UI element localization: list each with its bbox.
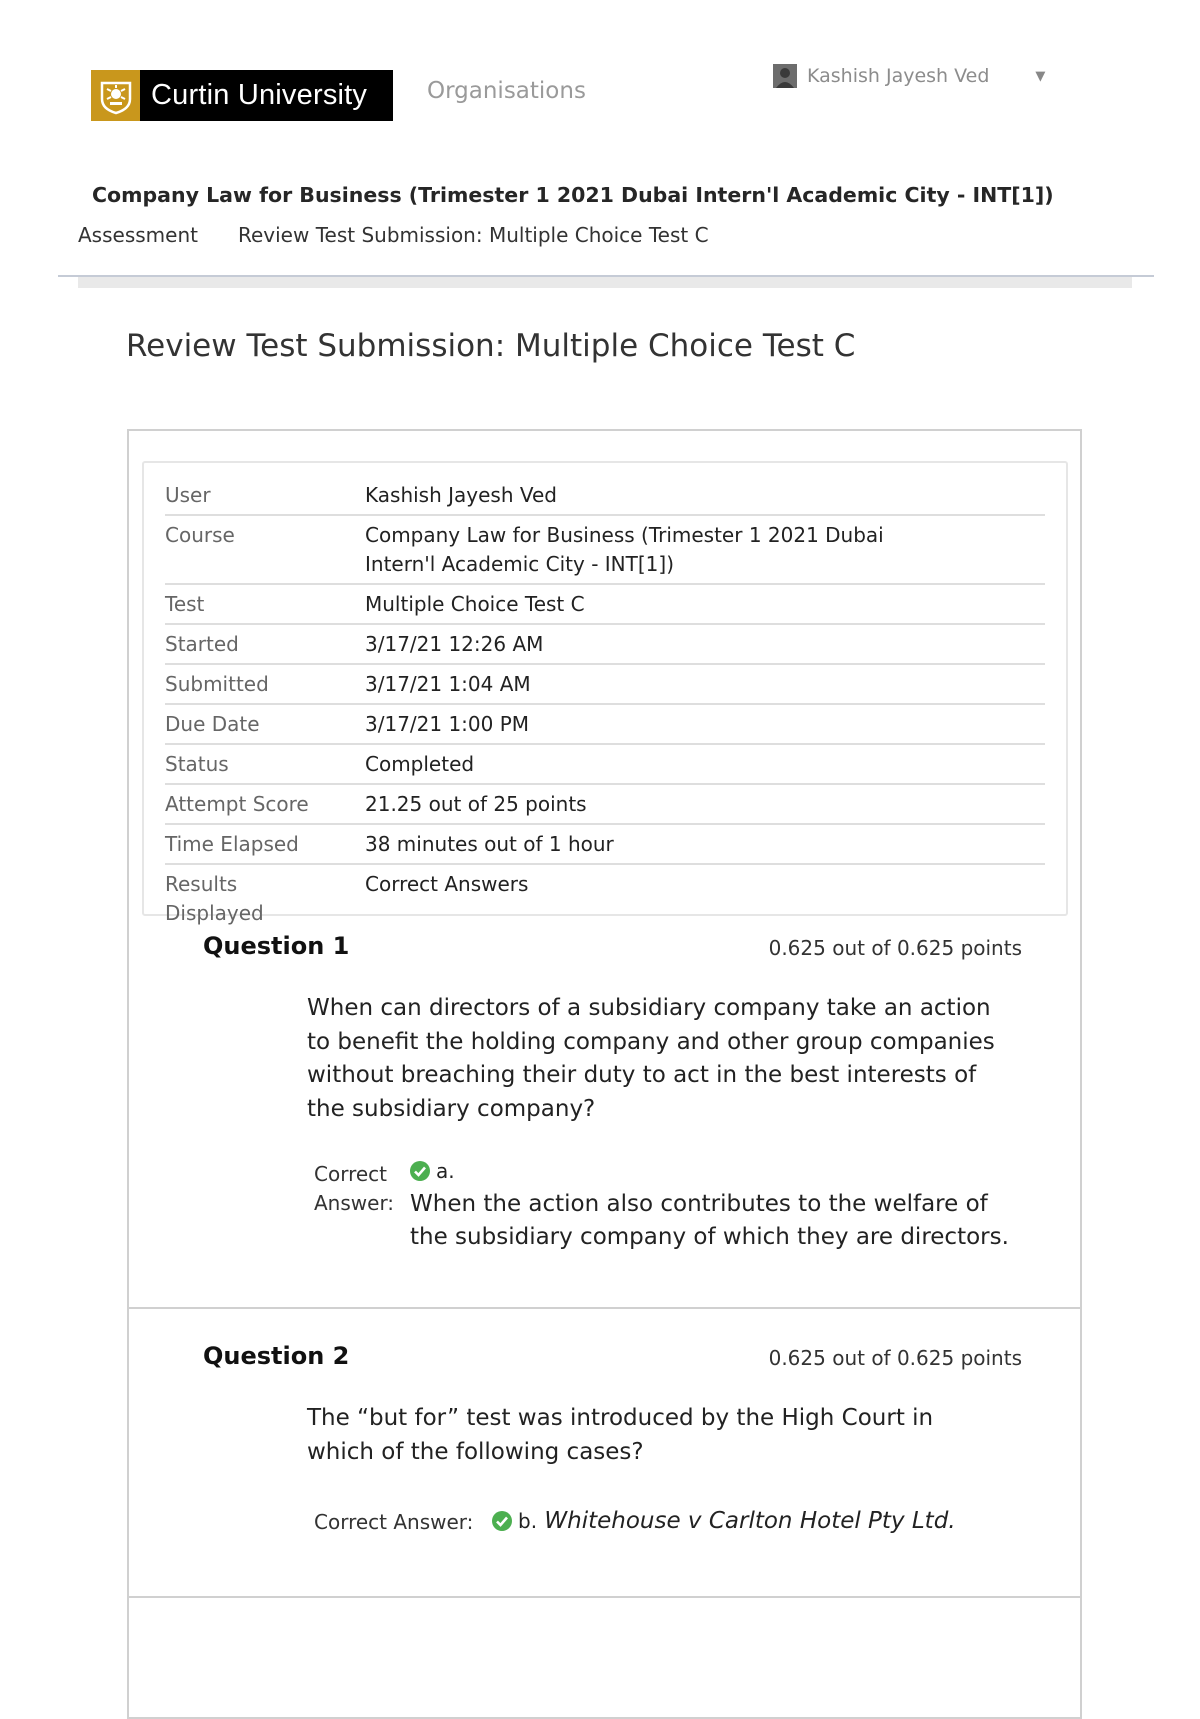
info-value: Company Law for Business (Trimester 1 2021 Dubai Intern'l Academic City - INT[1]) [365,515,1045,584]
info-label: Attempt Score [165,784,365,824]
info-row-test [165,584,1045,624]
user-avatar-icon [773,64,797,88]
user-menu[interactable] [773,64,1045,88]
curtin-logo[interactable] [91,70,393,121]
info-value: Completed [365,744,1045,784]
answer-letter: b. [518,1509,538,1533]
curtin-crest-icon [91,70,140,121]
question-title: Question 2 [203,1342,350,1370]
breadcrumb-current: Review Test Submission: Multiple Choice Test C [237,223,709,247]
question-points: 0.625 out of 0.625 points [768,1346,1022,1370]
answer-text: When the action also contributes to the welfare of the subsidiary company of which they are directors. [410,1191,1009,1250]
question-2 [127,1332,1082,1632]
info-label: Time Elapsed [165,824,365,864]
info-row-course [165,515,1045,584]
chevron-down-icon[interactable]: ▼ [1035,68,1046,84]
info-value: 3/17/21 12:26 AM [365,624,1045,664]
page-title: Review Test Submission: Multiple Choice Test C [126,328,856,364]
info-label: Due Date [165,704,365,744]
user-name: Kashish Jayesh Ved [807,65,990,87]
info-value: Correct Answers [365,872,529,896]
info-row-started [165,624,1045,664]
info-value: 3/17/21 1:00 PM [365,704,1045,744]
logo-text: Curtin University [151,79,368,111]
correct-answer [492,1505,1012,1538]
info-label: Status [165,744,365,784]
question-title: Question 1 [203,932,350,960]
question-1 [127,920,1082,1310]
info-row-attempt-score [165,784,1045,824]
breadcrumb-assessment[interactable]: Assessment [78,223,198,247]
check-icon [410,1158,430,1178]
info-label: Submitted [165,664,365,704]
info-value: Kashish Jayesh Ved [365,476,1045,515]
correct-answer-label [314,1160,404,1218]
course-title[interactable]: Company Law for Business (Trimester 1 2021 Dubai Intern'l Academic City - INT[1]) [92,183,1054,207]
info-label: Test [165,584,365,624]
info-row-time-elapsed [165,824,1045,864]
info-row-status [165,744,1045,784]
info-value: 38 minutes out of 1 hour [365,824,1045,864]
question-text: When can directors of a subsidiary company take an action to benefit the holding company and other group companies without breaching their duty to act in the best interests of the subsidiary company? [307,995,995,1122]
info-row-due-date [165,704,1045,744]
breadcrumb [78,223,709,247]
organisations-link[interactable]: Organisations [427,78,586,104]
answer-choice [410,1155,1030,1188]
question-text: The “but for” test was introduced by the High Court in which of the following cases? [307,1405,934,1465]
answer-text: Whitehouse v Carlton Hotel Pty Ltd. [544,1508,956,1534]
question-divider [127,1596,1082,1598]
info-label: Course [165,515,365,584]
correct-answer-label-text: Correct Answer: [314,1162,395,1215]
header-band [78,277,1132,288]
question-divider [127,1307,1082,1309]
info-label: User [165,476,365,515]
correct-answer [410,1155,1030,1254]
info-label: Started [165,624,365,664]
question-points: 0.625 out of 0.625 points [768,936,1022,960]
info-value: Multiple Choice Test C [365,584,1045,624]
info-row-submitted [165,664,1045,704]
submission-info-table [165,476,1045,932]
info-value: 21.25 out of 25 points [365,784,1045,824]
correct-answer-label: Correct Answer: [314,1510,474,1534]
info-value: 3/17/21 1:04 AM [365,664,1045,704]
info-row-user [165,476,1045,515]
check-icon [492,1508,512,1528]
info-label: Results Displayed [165,872,264,925]
answer-letter: a. [436,1159,455,1183]
